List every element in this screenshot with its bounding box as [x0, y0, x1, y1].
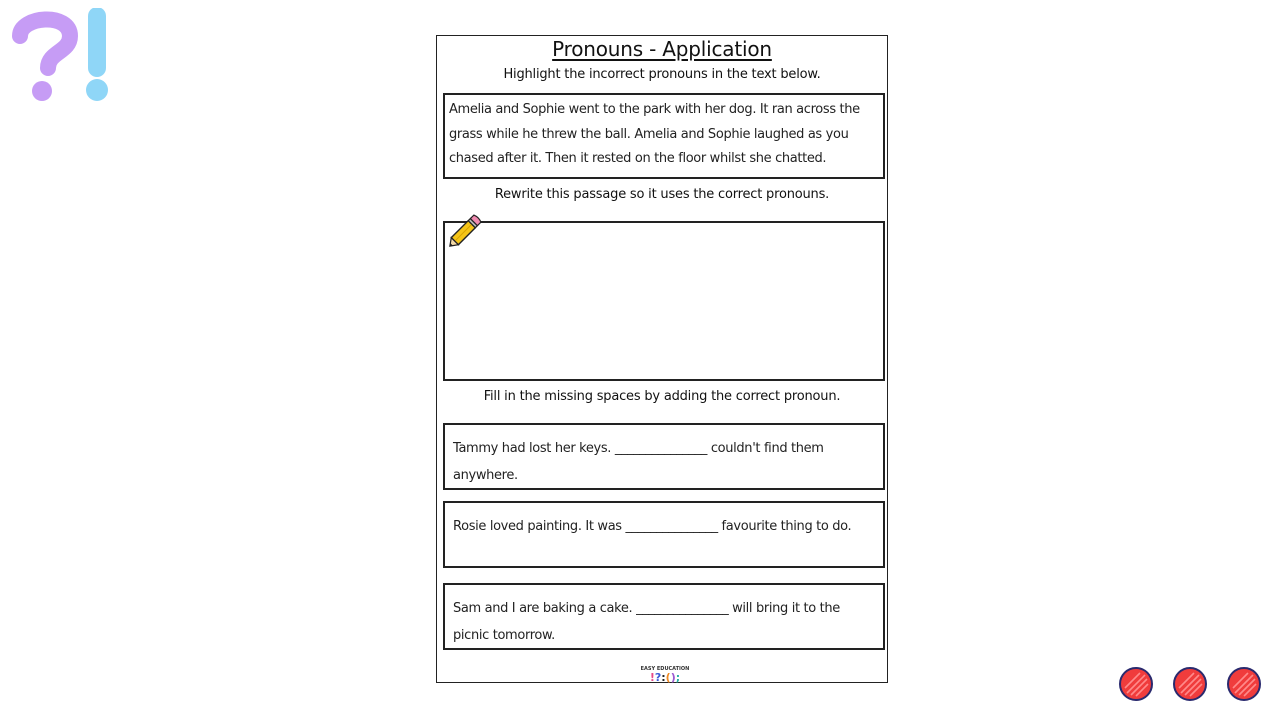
rewrite-box[interactable] [443, 221, 885, 381]
fill-item-box[interactable] [443, 501, 885, 568]
instruction-highlight: Highlight the incorrect pronouns in the text below. [503, 67, 821, 82]
instruction-rewrite: Rewrite this passage so it uses the correct pronouns. [494, 187, 830, 202]
question-exclamation-icon [12, 8, 112, 104]
scribble-circle-icon[interactable] [1172, 666, 1208, 702]
fill-item-box[interactable] [443, 423, 885, 490]
passage-box[interactable] [443, 93, 885, 179]
passage-text: Amelia and Sophie went to the park with her dog. It ran across the grass while he threw the ball. Amelia and Sophie laughed as you chased after it. Then it rested on the floor whilst she chatted. [449, 102, 860, 166]
footer-logo [637, 666, 693, 684]
scribble-circle-icon[interactable] [1226, 666, 1262, 702]
fill-item-text: Rosie loved painting. It was _______________ favourite thing to do. [453, 519, 852, 534]
worksheet [436, 35, 888, 683]
worksheet-title: Pronouns - Application [552, 37, 772, 61]
fill-item-text: Tammy had lost her keys. _______________ couldn't find them anywhere. [453, 441, 824, 483]
fill-item-box[interactable] [443, 583, 885, 650]
footer-glyphs: !?:(); [649, 671, 681, 684]
scribble-circle-icon[interactable] [1118, 666, 1154, 702]
pencil-icon [443, 211, 485, 253]
footer-brand: EASY EDUCATION [640, 666, 690, 672]
instruction-fill: Fill in the missing spaces by adding the correct pronoun. [483, 389, 841, 404]
nav-buttons [1118, 666, 1262, 702]
fill-item-text: Sam and I are baking a cake. _______________ will bring it to the picnic tomorrow. [453, 601, 840, 643]
